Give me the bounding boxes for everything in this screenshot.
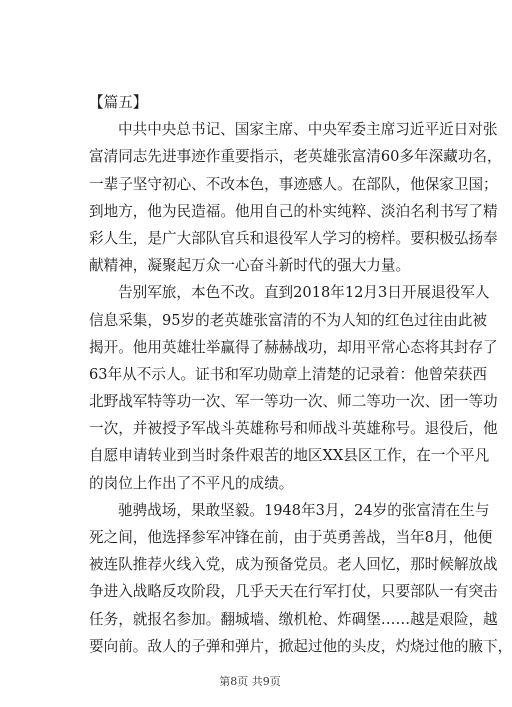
text-line: 富清同志先进事迹作重要指示，老英雄张富清60多年深藏功名， — [89, 148, 502, 166]
text-line: 的岗位上作出了不平凡的成绩。 — [89, 474, 294, 492]
text-line: 死之间，他选择参军冲锋在前，由于英勇善战，当年8月，他便 — [89, 529, 493, 546]
text-line: 北野战军特等功一次、军一等功一次、师二等功一次、团一等功 — [89, 393, 498, 411]
text-line: 驰骋战场，果敢坚毅。1948年3月，24岁的张富清在生与 — [118, 501, 490, 519]
text-line: 一辈子坚守初心、不改本色，事迹感人。在部队，他保家卫国； — [89, 175, 498, 193]
text-line: 献精神，凝聚起万众一心奋斗新时代的强大力量。 — [89, 257, 411, 275]
text-line: 争进入战略反攻阶段，几乎天天在行军打仗，只要部队一有突击 — [89, 583, 498, 601]
text-line: 中共中央总书记、国家主席、中央军委主席习近平近日对张 — [118, 121, 498, 139]
text-line: 揭开。他用英雄壮举赢得了赫赫战功，却用平常心态将其封存了 — [89, 338, 498, 356]
document-body — [89, 89, 512, 660]
page-footer: 第8页 共9页 — [219, 675, 281, 688]
text-line: 自愿申请转业到当时条件艰苦的地区XX县区工作，在一个平凡 — [89, 447, 490, 465]
text-line: 一次，并被授予军战斗英雄称号和师战斗英雄称号。退役后，他 — [89, 420, 498, 438]
section-heading: 【篇五】 — [89, 94, 148, 111]
text-line: 到地方，他为民造福。他用自己的朴实纯粹、淡泊名利书写了精 — [89, 202, 498, 220]
text-line: 63年从不示人。证书和军功勋章上清楚的记录着：他曾荣获西 — [89, 365, 488, 383]
text-line: 要向前。敌人的子弹和弹片，掀起过他的头皮，灼烧过他的腋下， — [89, 637, 512, 655]
text-line: 任务，就报名参加。翻城墙、缴机枪、炸碉堡……越是艰险，越 — [89, 610, 498, 628]
text-line: 信息采集，95岁的老英雄张富清的不为人知的红色过往由此被 — [89, 311, 488, 329]
text-line: 告别军旅，本色不改。直到2018年12月3日开展退役军人 — [118, 284, 490, 302]
text-line: 彩人生，是广大部队官兵和退役军人学习的榜样。要积极弘扬奉 — [89, 229, 498, 247]
text-line: 被连队推荐火线入党，成为预备党员。老人回忆，那时候解放战 — [89, 556, 498, 574]
